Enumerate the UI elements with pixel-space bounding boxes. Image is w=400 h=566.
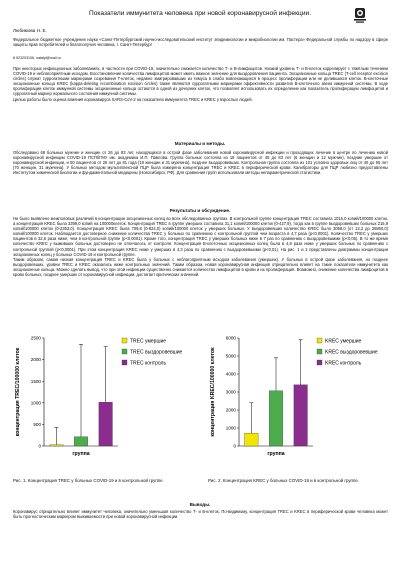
intro-goal: Целью работы было оценка влияния коронавируса SARS-CoV-2 на показатели иммунитета TREC и KREC у взрослых людей. xyxy=(13,96,253,102)
chart-svg xyxy=(10,328,200,464)
conclusions-heading: Выводы. xyxy=(189,502,211,507)
results-heading: Результаты и обсуждение. xyxy=(169,208,231,213)
authors: Любимова Н. Е. xyxy=(13,28,47,33)
y-axis-label: концентрация TREC/100000 клеток xyxy=(15,347,21,437)
legend-swatch-1 xyxy=(317,338,322,343)
conclusions-text: Коронавирус отрицательно влияет иммунитет человека, значительно уменьшая количество Т- и В-клеток. По-видимому, концентрация TREC и KREC в периферической крови человека может быть прогностическим маркером выживаемости при новой коронавирусной инфекции. xyxy=(13,509,388,520)
page-title: Показатели иммунитета человека при новой коронавирусной инфекции. xyxy=(88,10,312,17)
y-tick-label: 4000 xyxy=(225,371,236,377)
legend-swatch-1 xyxy=(122,338,127,343)
methods-heading: Материалы и методы. xyxy=(174,141,226,146)
bar-3 xyxy=(99,402,113,446)
figure2-caption: Рис. 2. Концентрация KREC у больных COVID-19 и в контрольной группе. xyxy=(208,478,359,483)
methods-text: Обследовано 68 больных мужчин и женщин от 26 до 83 лет, находящихся в острой фазе заболевания новой коронавирусной инфекции и проходящих лечение в центре по лечению новой коронавирусной инфекции COVID-19 ПСПбГМУ им. академика И.П. Павлова. Группа больных состояла из 18 пациентов от 45 до 83 лет (6 женщин и 12 мужчин), поздние умершие от коронавирусной инфекции, и 50 пациентов от 26 лет до 81 года (19 женщин и 31 мужчина), позднее выздоровевших. Контрольная группа состояла из 101 условно здоровых лиц от 40 до 95 лет (70 женщин, 31 мужчина). У больных методом мультиплексной ПЦР была измерена концентрация TREC и KREC в периферической крови. Калибраторы для ПЦР любезно предоставлены Институтом химической биологии и фундаментальной медицины (Новосибирск, РФ). Для сравнения групп использовали методы непараметрической статистики. xyxy=(13,150,388,176)
y-tick-label: 2000 xyxy=(30,357,41,363)
chart-svg xyxy=(205,328,395,464)
legend-swatch-2 xyxy=(317,349,322,354)
y-tick-label: 1500 xyxy=(30,378,41,384)
legend-label-2: TREC выздоровевшие xyxy=(130,349,183,356)
x-axis-label: группа xyxy=(72,451,90,457)
krec-chart xyxy=(205,328,395,464)
bar-3 xyxy=(294,385,308,446)
legend-swatch-3 xyxy=(122,360,127,365)
y-axis-label: концентрация KREC/100000 клеток xyxy=(210,347,216,437)
y-tick-label: 1000 xyxy=(225,425,236,431)
results-summary: Таким образом, самая низкая концентрация TREC и KREC была у больных с неблагоприятным исходом заболевания (умерших). У больных в острой фазе заболевания, но позднее выздоровевших, уровни TREC и KREC оказались ниже контрольных значений. Таким образом, новая коронавирусная инфекция отрицательно влияет на такие показатели иммунитета как эксцизионные кольца. Можно сделать вывод, что при этой инфекции существенно снижается количество лимфоцитов в крови и их пролиферация. Возможно, снижение количества лимфоцитов в крови больных, позднее умерших от коронавирусной инфекции, достигает критических значений. xyxy=(13,256,388,278)
legend-label-1: KREC умершие xyxy=(325,338,362,345)
bar-1 xyxy=(50,445,64,446)
y-tick-label: 5000 xyxy=(225,353,236,359)
intro-text: При некоторых инфекционных заболеваниях, в частности при COVID-19, значительно снижается количество Т- и В-лимфоцитов. Низкий уровень Т- и В-клеток коррелирует с тяжёлым течением COVID-19 и неблагоприятным исходом. Восстановление количества лимфоцитов может иметь важное значение для выздоровления пациента. Эксцизионные кольца TREC (T-cell receptor excision circles) служат суррогатными маркерами созревания Т-клеток, недавно эмигрировавших из тимуса в слабо вовлекающихся в процесс пролиферации или не делившихся клеток. В-клеточные эксцизионные кольца KREC (kappa-deleting recombination excision circles) также являются суррогатными маркерами эффективности развития В-клеточного звена иммунной системы. В ходе пролиферации клеток иммунной системы эксцизионные кольца остаются в одной из дочерних клеток, что позволяет использовать их определение как показатель пролиферации лимфоцитов и суррогатный маркер нормального состояния иммунной системы. xyxy=(13,66,388,97)
y-tick-label: 0 xyxy=(233,443,236,449)
legend-label-3: KREC контроль xyxy=(325,360,362,367)
trec-chart xyxy=(10,328,200,464)
y-tick-label: 500 xyxy=(33,422,41,427)
y-tick-label: 2000 xyxy=(225,407,236,413)
legend-label-1: TREC умершие xyxy=(130,338,167,345)
legend-swatch-3 xyxy=(317,360,322,365)
legend-label-2: KREC выздоровевшие xyxy=(325,349,378,356)
contact-info: 8 923203106, natalyl@mail.ru xyxy=(13,56,61,60)
y-tick-label: 0 xyxy=(38,443,41,449)
bar-2 xyxy=(269,391,283,446)
institute-logo-icon xyxy=(352,6,368,24)
legend-swatch-2 xyxy=(122,349,127,354)
legend-label-3: TREC контроль xyxy=(130,360,167,367)
affiliation: Федеральное бюджетное учреждение науки «Санкт-Петербургский научно-исследовательский институт эпидемиологии и микробиологии им. Пастера» Федеральной службы по надзору в сфере защиты прав потребителей и благополучия человека, г. Санкт-Петербург xyxy=(13,37,388,48)
results-text: Не было выявлено межполовых различий в концентрации эксцизионных колец во всех обследованных группах. В контрольной группе концентрация TREC составила 1015,0 копий/100000 клеток, а концентрация KREC была 3399,0 копий на 100000клеток. Концентрация TREC в группе умерших составила 31,1 копий/100000 клеток (0-427,9), тогда как в группе выздоровевших больных 215,9 копий/100000 клеток (0-2353,0). Концентрация KREC была 709,8 (0-824,0) копий/100000 клеток у умерших больных. У выздоровевших количество KREC было 3068,0 (от 13,2 до 25860,0) копий/100000 клеток. Наблюдается достоверное снижение количества TREC у больных по сравнению с контрольной группой чем возраста в 4,7 раза (p<0,0001). Количество TREC у умерших пациентов в 32,6 раза ниже, чем в контрольной группе (p<0,0001). Кроме того, концентрация TREC у умерших больных ниже в 7 раз по сравнению с выздоровевшими (p<0,05). В то же время количество KREC у выживших больных достоверно не отличалось от контроля. Концентрация В-клеточных эксцизионных колец была в 4,8 раза ниже у умерших больных по сравнению с контрольной группой (p<0,0001). При этом концентрация KREC ниже у умерших в 4,3 раза по сравнению с выздоровевшими (p<0,01). На рис. 1 и 2 представлены диаграммы концентрации эксцизионных колец у больных COVID-19 и контрольной группе. xyxy=(13,216,388,257)
results-section xyxy=(13,216,388,277)
y-tick-label: 6000 xyxy=(225,335,236,341)
y-tick-label: 3000 xyxy=(225,389,236,395)
intro-section xyxy=(13,66,388,102)
y-tick-label: 2500 xyxy=(30,335,41,341)
bar-2 xyxy=(74,437,88,446)
y-tick-label: 1000 xyxy=(30,400,41,406)
figure1-caption: Рис. 1. Концентрация TREC у больных COVID-19 и в контрольной группе. xyxy=(13,478,164,483)
x-axis-label: группа xyxy=(267,451,285,457)
bar-1 xyxy=(245,433,259,446)
